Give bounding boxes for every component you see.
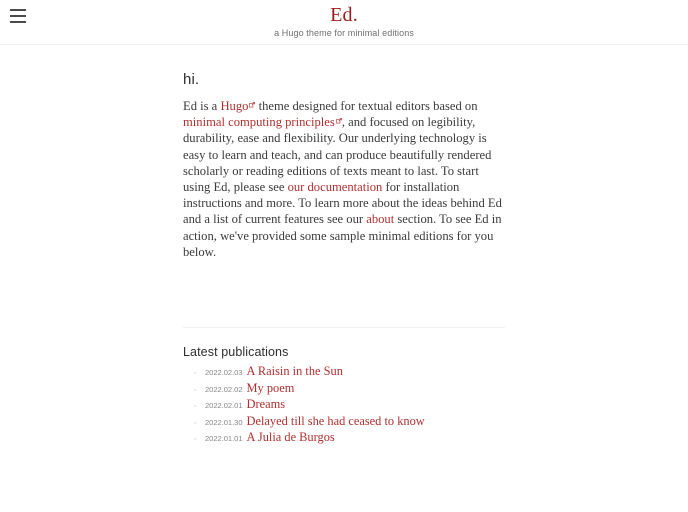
- external-link-icon: [249, 102, 255, 108]
- bullet-icon: ◦: [194, 419, 197, 427]
- bullet-icon: ◦: [194, 436, 197, 444]
- bullet-icon: ◦: [194, 386, 197, 394]
- publication-date: 2022.01.30: [205, 417, 243, 427]
- documentation-link[interactable]: our documentation: [287, 180, 383, 195]
- intro-text-2: theme designed for textual editors based on: [255, 99, 478, 113]
- latest-publications-section: [183, 328, 505, 447]
- publication-title-link[interactable]: Dreams: [246, 397, 286, 412]
- publication-title-link[interactable]: A Raisin in the Sun: [246, 364, 343, 379]
- minimal-computing-principles-link[interactable]: minimal computing principles: [183, 115, 335, 130]
- hugo-link[interactable]: Hugo: [220, 99, 249, 113]
- hamburger-menu-icon[interactable]: [10, 9, 26, 23]
- publication-title-link[interactable]: My poem: [246, 380, 295, 395]
- intro-paragraph: [183, 98, 505, 260]
- brand: [0, 0, 688, 38]
- publication-date: 2022.02.01: [205, 401, 243, 411]
- latest-publications-heading: Latest publications: [183, 345, 289, 360]
- publications-list: [183, 365, 505, 447]
- publication-title-link[interactable]: Delayed till she had ceased to know: [246, 413, 425, 428]
- page-title: hi.: [183, 71, 200, 88]
- bullet-icon: ◦: [194, 403, 197, 411]
- site-header: [0, 0, 688, 45]
- hamburger-bar-3: [10, 21, 26, 23]
- hamburger-bar-1: [10, 9, 26, 11]
- list-item: [183, 431, 505, 447]
- about-link[interactable]: about: [366, 212, 395, 227]
- site-title-link[interactable]: Ed.: [330, 4, 358, 26]
- publication-date: 2022.02.02: [205, 384, 243, 394]
- bullet-icon: ◦: [194, 370, 197, 378]
- main-content: [183, 45, 505, 447]
- intro-text-5: section. To see Ed in action, we've provided some sample minimal editions for you below.: [183, 212, 502, 259]
- list-item: [183, 365, 505, 381]
- publication-title-link[interactable]: A Julia de Burgos: [246, 430, 335, 445]
- list-item: [183, 398, 505, 414]
- site-title: [0, 5, 688, 26]
- list-item: [183, 382, 505, 398]
- publication-date: 2022.02.03: [205, 368, 243, 378]
- hamburger-bar-2: [10, 15, 26, 17]
- site-tagline: a Hugo theme for minimal editions: [274, 28, 414, 38]
- publication-date: 2022.01.01: [205, 434, 243, 444]
- intro-text-1: Ed is a: [183, 99, 221, 113]
- intro-text-4: for installation instructions and more. To learn more about the ideas behind Ed and a list of current features see our: [183, 180, 502, 227]
- external-link-icon: [336, 118, 342, 124]
- intro-text-3: , and focused on legibility, durability, ease and flexibility. Our underlying technology is easy to learn and teach, and can produce beautifully rendered scholarly or reading editions of texts meant to last. To start using Ed, please see: [183, 115, 492, 195]
- list-item: [183, 415, 505, 431]
